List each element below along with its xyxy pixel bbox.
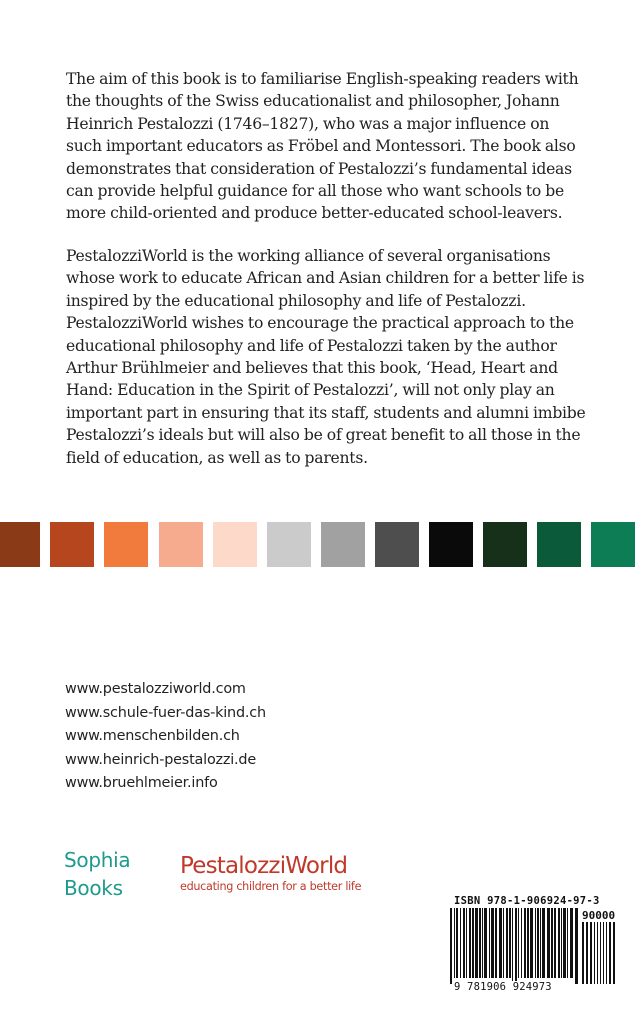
color-swatch [591, 522, 635, 567]
isbn-barcode [448, 893, 618, 999]
barcode-bar [472, 908, 474, 978]
barcode-addon-bar [582, 922, 584, 984]
barcode-bar [563, 908, 566, 978]
barcode-addon-bar [613, 922, 615, 984]
pestalozziworld-logo [180, 852, 361, 893]
barcode-bar [554, 908, 556, 978]
color-swatch [213, 522, 257, 567]
color-swatch [375, 522, 419, 567]
barcode-addon-bar [594, 922, 595, 984]
barcode-bar [540, 908, 541, 978]
barcode-bar [484, 908, 487, 978]
link-schule-fuer-das-kind[interactable]: www.schule-fuer-das-kind.ch [65, 704, 266, 721]
color-swatch-strip [0, 522, 642, 567]
barcode-bar [454, 908, 455, 978]
barcode-bar [503, 908, 504, 978]
barcode-addon-bar [590, 922, 592, 984]
barcode-addon-bar [597, 922, 598, 984]
color-swatch [159, 522, 203, 567]
isbn-label: ISBN 978-1-906924-97-3 [454, 895, 600, 907]
link-heinrich-pestalozzi[interactable]: www.heinrich-pestalozzi.de [65, 751, 257, 768]
color-swatch [537, 522, 581, 567]
description-paragraph-2: PestalozziWorld is the working alliance of several organisations whose work to educate African and Asian children for a better life is inspired by the educational philosophy and life of Pestalozzi. PestalozziWorld wishes to encourage the practical approach to the educational philosophy and life of Pestalozzi taken by the author Arthur Brühlmeier and believes that this book, ‘Head, Heart and Hand: Education in the Spirit of Pestalozzi’, will not only play an important part in ensuring that its staff, students and alumni imbibe Pestalozzi’s ideals but will also be of great benefit to all those in the field of education, as well as to parents. [66, 247, 586, 467]
barcode-bar [479, 908, 481, 978]
barcode-bar [558, 908, 560, 978]
barcode-addon-label: 90000 [582, 909, 616, 922]
link-menschenbilden[interactable]: www.menschenbilden.ch [65, 728, 240, 744]
barcode-bar [512, 908, 513, 984]
pestalozziworld-tagline: educating children for a better life [180, 880, 362, 893]
barcode-addon-bar [600, 922, 601, 984]
barcode-bar [475, 908, 478, 978]
barcode-bar [515, 908, 517, 984]
barcode-bar [495, 908, 497, 978]
website-links [65, 678, 266, 796]
barcode-bar [456, 908, 458, 978]
sophia-logo-line-1: Sophia [64, 848, 131, 872]
barcode-bar [547, 908, 550, 978]
sophia-books-logo [64, 846, 130, 902]
barcode-bar [535, 908, 536, 978]
barcode-bar [489, 908, 490, 978]
color-swatch [267, 522, 311, 567]
link-bruehlmeier[interactable]: www.bruehlmeier.info [65, 775, 218, 791]
barcode-bar [499, 908, 502, 978]
barcode-bar [561, 908, 562, 978]
barcode-bar [521, 908, 522, 978]
barcode-number: 9 781906 924973 [454, 981, 552, 993]
barcode-bar [524, 908, 526, 978]
barcode-bar [518, 908, 519, 978]
barcode-bar [482, 908, 483, 978]
barcode-addon-bar [606, 922, 607, 984]
barcode-bar [491, 908, 494, 978]
color-swatch [104, 522, 148, 567]
barcode-addon-bar [609, 922, 611, 984]
color-swatch [0, 522, 40, 567]
barcode-bar [527, 908, 529, 978]
color-swatch [429, 522, 473, 567]
barcode-bar [575, 908, 578, 984]
barcode-bar [466, 908, 467, 978]
pestalozziworld-name: PestalozziWorld [180, 853, 348, 879]
color-swatch [483, 522, 527, 567]
barcode-bar [450, 908, 452, 984]
barcode-addon-bar [603, 922, 604, 984]
link-pestalozziworld[interactable]: www.pestalozziworld.com [65, 681, 246, 697]
barcode-bar [509, 908, 511, 978]
barcode-bar [463, 908, 465, 978]
barcode-bar [460, 908, 461, 978]
sophia-logo-line-2: Books [64, 876, 123, 900]
barcode-addon-bar [586, 922, 588, 984]
color-swatch [50, 522, 94, 567]
description-paragraph-1: The aim of this book is to familiarise English-speaking readers with the thoughts of the Swiss educationalist and philosopher, Johann Heinrich Pestalozzi (1746–1827), who was a major influence on such important educators as Fröbel and Montessori. The book also demonstrates that consideration of Pestalozzi’s fundamental ideas can provide helpful guidance for all those who want schools to be more child-oriented and produce better-educated school-leavers. [66, 70, 579, 223]
barcode-bar [567, 908, 568, 978]
barcode-bar [537, 908, 539, 978]
color-swatch [321, 522, 365, 567]
barcode-bar [530, 908, 533, 978]
barcode-bar [551, 908, 553, 978]
barcode-bar [469, 908, 471, 978]
barcode-bar [542, 908, 545, 978]
barcode-bar [506, 908, 508, 978]
barcode-bar [570, 908, 573, 978]
